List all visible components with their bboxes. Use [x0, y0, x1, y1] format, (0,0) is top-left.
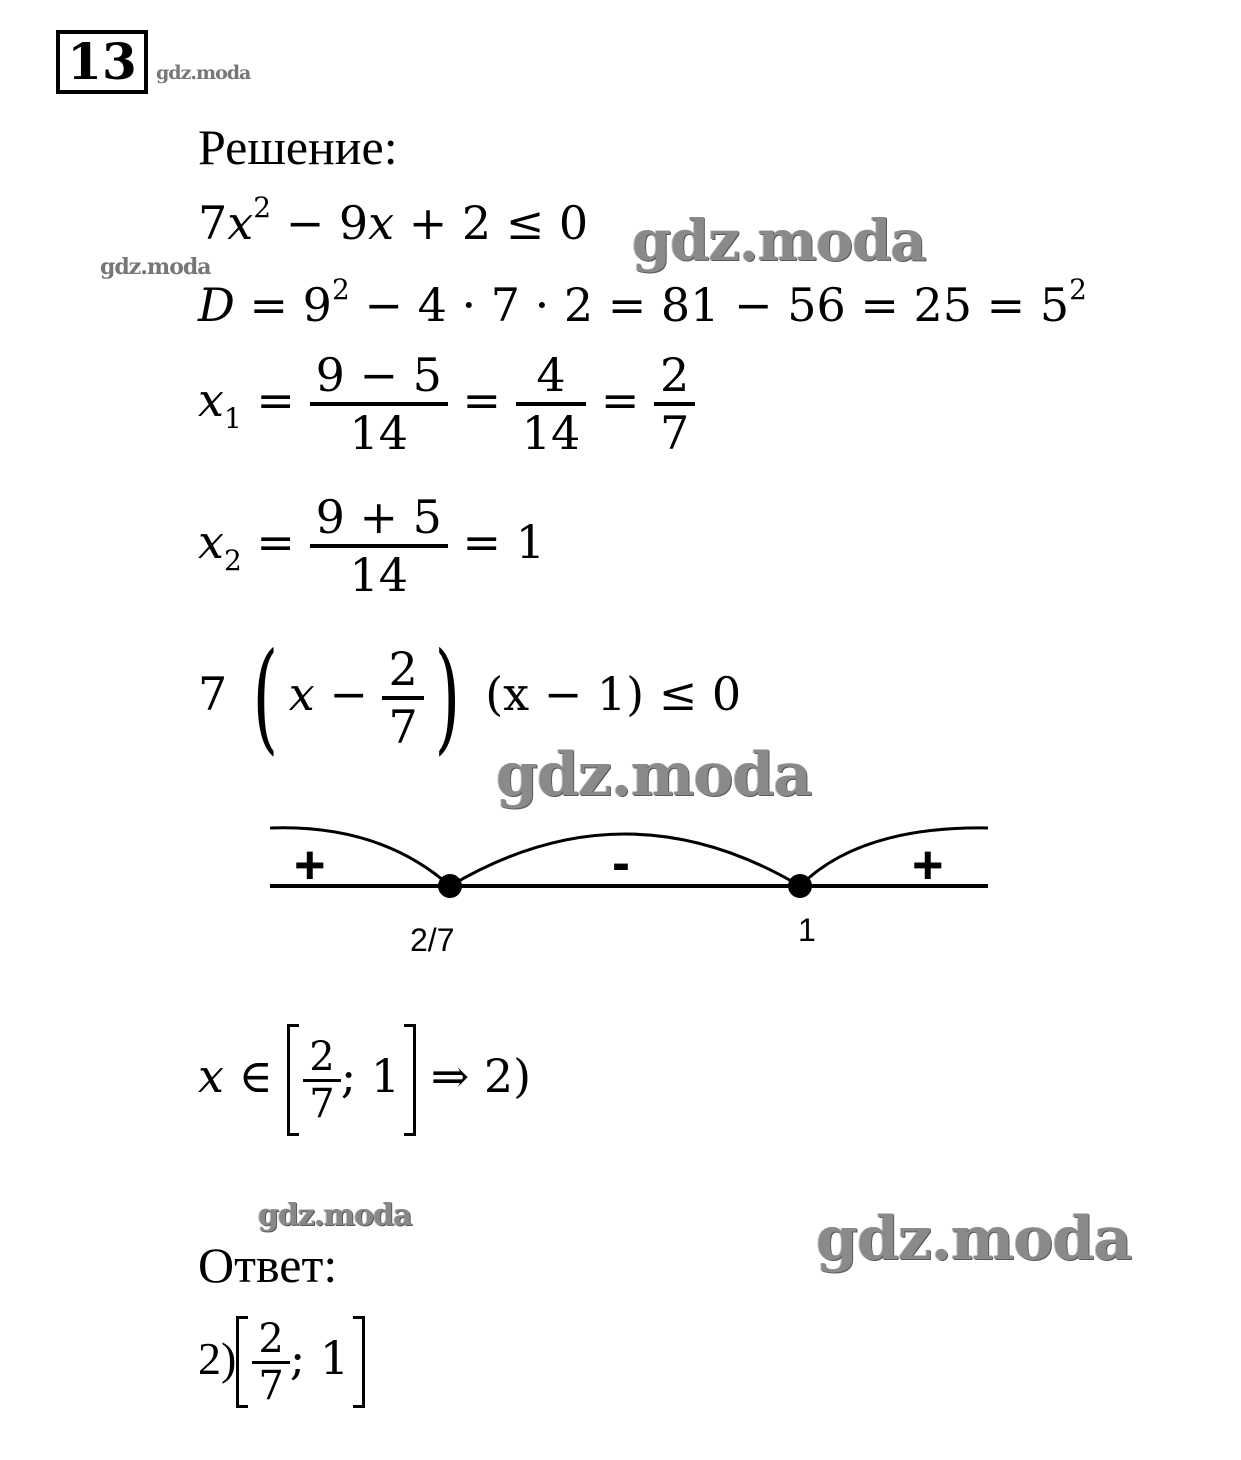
- inequality: $7x^2 - 9x + 2 \le 0$: [198, 191, 589, 250]
- right-paren: ): [434, 628, 461, 767]
- watermark-medium: gdz.moda: [258, 1198, 412, 1233]
- factored-inequality: 7 ( x − $\frac{2}{7}$ ) (x − 1) ≤ 0: [198, 628, 742, 767]
- task-number: 13: [56, 30, 148, 94]
- root1-fraction-2: $\frac{4}{14}$: [516, 352, 587, 456]
- point-one: [788, 874, 812, 898]
- point-label-two-sevenths: 2/7: [410, 922, 455, 958]
- watermark-large-3: gdz.moda: [816, 1204, 1132, 1274]
- answer-fraction: $\frac{2}{7}$: [252, 1319, 289, 1406]
- watermark-large-2: gdz.moda: [496, 740, 812, 810]
- sign-number-line: [260, 812, 1000, 972]
- left-bracket: [287, 1024, 299, 1136]
- solution-label: Решение:: [198, 119, 398, 175]
- interval-result: x ∈ $\frac{2}{7}$ ; 1 ⇒ 2): [198, 1024, 531, 1136]
- root1-fraction-3: $\frac{2}{7}$: [654, 352, 695, 456]
- sign-arc-right: [800, 828, 988, 886]
- left-paren: (: [252, 628, 279, 767]
- sign-plus-left: +: [294, 835, 326, 895]
- point-label-one: 1: [798, 912, 816, 948]
- interval-fraction: $\frac{2}{7}$: [303, 1037, 340, 1124]
- discriminant: $D = 9^2 - 4 \cdot 7 \cdot 2 = 81 - 56 = 25 = 5^2$: [198, 273, 1087, 332]
- root2-fraction: $\frac{9 + 5}{14}$: [310, 494, 448, 598]
- watermark-large-1: gdz.moda: [632, 208, 926, 274]
- sign-minus: -: [612, 833, 630, 893]
- factored-fraction: $\frac{2}{7}$: [382, 646, 423, 750]
- watermark-small-top: gdz.moda: [156, 62, 251, 84]
- point-two-sevenths: [438, 874, 462, 898]
- root1-fraction-1: $\frac{9 - 5}{14}$: [310, 352, 448, 456]
- answer-label: Ответ:: [198, 1237, 338, 1293]
- answer-left-bracket: [236, 1316, 248, 1408]
- root-2: $x_2$ = $\frac{9 + 5}{14}$ = 1: [198, 490, 545, 602]
- watermark-small-left: gdz.moda: [100, 254, 211, 280]
- sign-plus-right: +: [912, 835, 944, 895]
- answer: 2) $\frac{2}{7}$ ; 1: [198, 1316, 365, 1408]
- answer-right-bracket: [353, 1316, 365, 1408]
- right-bracket: [404, 1024, 416, 1136]
- root-1: $x_1$ = $\frac{9 - 5}{14}$ = $\frac{4}{14}$ = $\frac{2}{7}$: [198, 352, 695, 456]
